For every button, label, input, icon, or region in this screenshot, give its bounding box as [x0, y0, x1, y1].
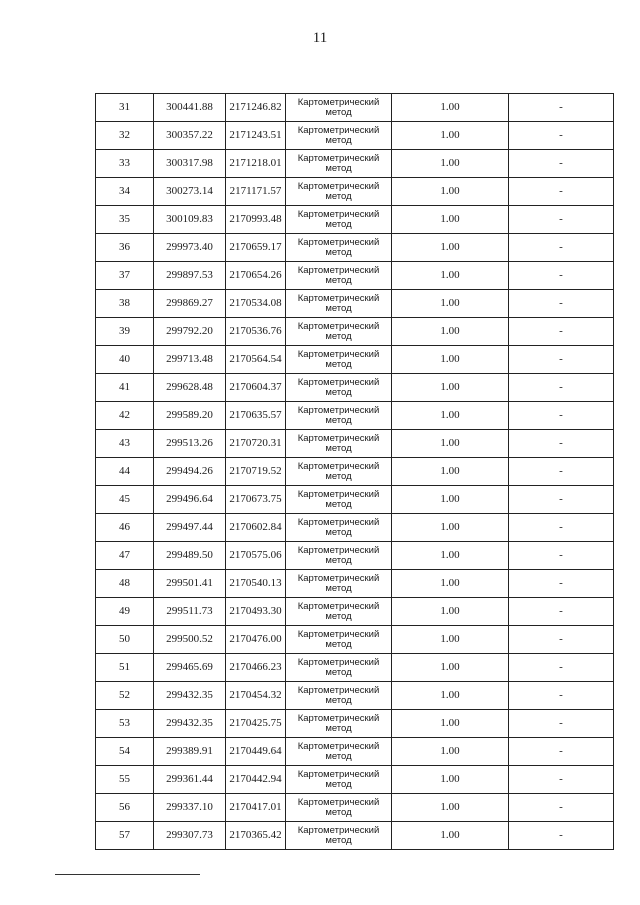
note-cell: - — [509, 346, 614, 374]
point-number-cell: 39 — [96, 318, 154, 346]
note-cell: - — [509, 262, 614, 290]
method-cell: Картометрический метод — [286, 206, 392, 234]
accuracy-cell: 1.00 — [392, 402, 509, 430]
method-cell: Картометрический метод — [286, 290, 392, 318]
method-cell: Картометрический метод — [286, 262, 392, 290]
table-row — [96, 150, 614, 178]
method-cell: Картометрический метод — [286, 402, 392, 430]
x-coordinate-cell: 299501.41 — [154, 570, 226, 598]
x-coordinate-cell: 299361.44 — [154, 766, 226, 794]
table-row — [96, 486, 614, 514]
method-cell: Картометрический метод — [286, 598, 392, 626]
note-cell: - — [509, 794, 614, 822]
note-cell: - — [509, 178, 614, 206]
y-coordinate-cell: 2170720.31 — [226, 430, 286, 458]
y-coordinate-cell: 2170534.08 — [226, 290, 286, 318]
x-coordinate-cell: 299511.73 — [154, 598, 226, 626]
y-coordinate-cell: 2170654.26 — [226, 262, 286, 290]
x-coordinate-cell: 299389.91 — [154, 738, 226, 766]
accuracy-cell: 1.00 — [392, 738, 509, 766]
footnote-divider — [55, 874, 200, 875]
y-coordinate-cell: 2171171.57 — [226, 178, 286, 206]
x-coordinate-cell: 299337.10 — [154, 794, 226, 822]
table-row — [96, 710, 614, 738]
accuracy-cell: 1.00 — [392, 94, 509, 122]
table-row — [96, 626, 614, 654]
x-coordinate-cell: 299432.35 — [154, 710, 226, 738]
accuracy-cell: 1.00 — [392, 458, 509, 486]
x-coordinate-cell: 300273.14 — [154, 178, 226, 206]
y-coordinate-cell: 2170575.06 — [226, 542, 286, 570]
coordinates-table-body — [96, 94, 614, 850]
point-number-cell: 53 — [96, 710, 154, 738]
accuracy-cell: 1.00 — [392, 682, 509, 710]
x-coordinate-cell: 299897.53 — [154, 262, 226, 290]
note-cell: - — [509, 570, 614, 598]
accuracy-cell: 1.00 — [392, 206, 509, 234]
y-coordinate-cell: 2170476.00 — [226, 626, 286, 654]
x-coordinate-cell: 300441.88 — [154, 94, 226, 122]
y-coordinate-cell: 2170673.75 — [226, 486, 286, 514]
coordinates-table — [95, 93, 614, 850]
accuracy-cell: 1.00 — [392, 290, 509, 318]
y-coordinate-cell: 2170466.23 — [226, 654, 286, 682]
y-coordinate-cell: 2170365.42 — [226, 822, 286, 850]
note-cell: - — [509, 766, 614, 794]
point-number-cell: 52 — [96, 682, 154, 710]
method-cell: Картометрический метод — [286, 318, 392, 346]
table-row — [96, 122, 614, 150]
accuracy-cell: 1.00 — [392, 318, 509, 346]
note-cell: - — [509, 318, 614, 346]
point-number-cell: 40 — [96, 346, 154, 374]
note-cell: - — [509, 94, 614, 122]
x-coordinate-cell: 299869.27 — [154, 290, 226, 318]
point-number-cell: 41 — [96, 374, 154, 402]
table-row — [96, 318, 614, 346]
point-number-cell: 55 — [96, 766, 154, 794]
y-coordinate-cell: 2171246.82 — [226, 94, 286, 122]
point-number-cell: 57 — [96, 822, 154, 850]
accuracy-cell: 1.00 — [392, 430, 509, 458]
method-cell: Картометрический метод — [286, 682, 392, 710]
table-row — [96, 654, 614, 682]
accuracy-cell: 1.00 — [392, 486, 509, 514]
x-coordinate-cell: 299792.20 — [154, 318, 226, 346]
y-coordinate-cell: 2170425.75 — [226, 710, 286, 738]
point-number-cell: 54 — [96, 738, 154, 766]
x-coordinate-cell: 300109.83 — [154, 206, 226, 234]
table-row — [96, 430, 614, 458]
y-coordinate-cell: 2171218.01 — [226, 150, 286, 178]
point-number-cell: 36 — [96, 234, 154, 262]
accuracy-cell: 1.00 — [392, 654, 509, 682]
method-cell: Картометрический метод — [286, 766, 392, 794]
point-number-cell: 43 — [96, 430, 154, 458]
method-cell: Картометрический метод — [286, 94, 392, 122]
note-cell: - — [509, 486, 614, 514]
table-row — [96, 178, 614, 206]
note-cell: - — [509, 122, 614, 150]
point-number-cell: 38 — [96, 290, 154, 318]
note-cell: - — [509, 374, 614, 402]
y-coordinate-cell: 2170540.13 — [226, 570, 286, 598]
table-row — [96, 262, 614, 290]
y-coordinate-cell: 2170602.84 — [226, 514, 286, 542]
y-coordinate-cell: 2170536.76 — [226, 318, 286, 346]
x-coordinate-cell: 299628.48 — [154, 374, 226, 402]
x-coordinate-cell: 300317.98 — [154, 150, 226, 178]
x-coordinate-cell: 299432.35 — [154, 682, 226, 710]
y-coordinate-cell: 2170442.94 — [226, 766, 286, 794]
table-row — [96, 402, 614, 430]
x-coordinate-cell: 299589.20 — [154, 402, 226, 430]
x-coordinate-cell: 299465.69 — [154, 654, 226, 682]
accuracy-cell: 1.00 — [392, 710, 509, 738]
table-row — [96, 458, 614, 486]
x-coordinate-cell: 299973.40 — [154, 234, 226, 262]
note-cell: - — [509, 738, 614, 766]
y-coordinate-cell: 2170719.52 — [226, 458, 286, 486]
x-coordinate-cell: 300357.22 — [154, 122, 226, 150]
x-coordinate-cell: 299713.48 — [154, 346, 226, 374]
point-number-cell: 50 — [96, 626, 154, 654]
accuracy-cell: 1.00 — [392, 514, 509, 542]
y-coordinate-cell: 2170659.17 — [226, 234, 286, 262]
point-number-cell: 44 — [96, 458, 154, 486]
point-number-cell: 49 — [96, 598, 154, 626]
table-row — [96, 822, 614, 850]
table-row — [96, 542, 614, 570]
method-cell: Картометрический метод — [286, 430, 392, 458]
y-coordinate-cell: 2170454.32 — [226, 682, 286, 710]
method-cell: Картометрический метод — [286, 122, 392, 150]
method-cell: Картометрический метод — [286, 346, 392, 374]
accuracy-cell: 1.00 — [392, 122, 509, 150]
accuracy-cell: 1.00 — [392, 598, 509, 626]
table-row — [96, 570, 614, 598]
accuracy-cell: 1.00 — [392, 794, 509, 822]
method-cell: Картометрический метод — [286, 794, 392, 822]
y-coordinate-cell: 2170993.48 — [226, 206, 286, 234]
x-coordinate-cell: 299496.64 — [154, 486, 226, 514]
method-cell: Картометрический метод — [286, 234, 392, 262]
y-coordinate-cell: 2171243.51 — [226, 122, 286, 150]
point-number-cell: 45 — [96, 486, 154, 514]
accuracy-cell: 1.00 — [392, 766, 509, 794]
point-number-cell: 31 — [96, 94, 154, 122]
table-row — [96, 94, 614, 122]
point-number-cell: 32 — [96, 122, 154, 150]
note-cell: - — [509, 514, 614, 542]
accuracy-cell: 1.00 — [392, 570, 509, 598]
note-cell: - — [509, 150, 614, 178]
note-cell: - — [509, 290, 614, 318]
x-coordinate-cell: 299497.44 — [154, 514, 226, 542]
method-cell: Картометрический метод — [286, 458, 392, 486]
table-row — [96, 766, 614, 794]
table-row — [96, 598, 614, 626]
table-row — [96, 290, 614, 318]
note-cell: - — [509, 430, 614, 458]
method-cell: Картометрический метод — [286, 570, 392, 598]
point-number-cell: 48 — [96, 570, 154, 598]
point-number-cell: 35 — [96, 206, 154, 234]
table-row — [96, 514, 614, 542]
note-cell: - — [509, 598, 614, 626]
note-cell: - — [509, 710, 614, 738]
note-cell: - — [509, 682, 614, 710]
x-coordinate-cell: 299494.26 — [154, 458, 226, 486]
y-coordinate-cell: 2170635.57 — [226, 402, 286, 430]
x-coordinate-cell: 299500.52 — [154, 626, 226, 654]
x-coordinate-cell: 299307.73 — [154, 822, 226, 850]
accuracy-cell: 1.00 — [392, 234, 509, 262]
table-row — [96, 234, 614, 262]
note-cell: - — [509, 822, 614, 850]
note-cell: - — [509, 206, 614, 234]
table-row — [96, 374, 614, 402]
note-cell: - — [509, 542, 614, 570]
point-number-cell: 47 — [96, 542, 154, 570]
method-cell: Картометрический метод — [286, 738, 392, 766]
point-number-cell: 34 — [96, 178, 154, 206]
table-row — [96, 794, 614, 822]
note-cell: - — [509, 654, 614, 682]
method-cell: Картометрический метод — [286, 514, 392, 542]
accuracy-cell: 1.00 — [392, 262, 509, 290]
method-cell: Картометрический метод — [286, 374, 392, 402]
accuracy-cell: 1.00 — [392, 346, 509, 374]
method-cell: Картометрический метод — [286, 150, 392, 178]
accuracy-cell: 1.00 — [392, 374, 509, 402]
point-number-cell: 37 — [96, 262, 154, 290]
point-number-cell: 42 — [96, 402, 154, 430]
accuracy-cell: 1.00 — [392, 626, 509, 654]
y-coordinate-cell: 2170493.30 — [226, 598, 286, 626]
accuracy-cell: 1.00 — [392, 150, 509, 178]
accuracy-cell: 1.00 — [392, 542, 509, 570]
y-coordinate-cell: 2170449.64 — [226, 738, 286, 766]
table-row — [96, 682, 614, 710]
x-coordinate-cell: 299513.26 — [154, 430, 226, 458]
note-cell: - — [509, 402, 614, 430]
table-row — [96, 206, 614, 234]
note-cell: - — [509, 626, 614, 654]
method-cell: Картометрический метод — [286, 542, 392, 570]
accuracy-cell: 1.00 — [392, 822, 509, 850]
method-cell: Картометрический метод — [286, 178, 392, 206]
table-row — [96, 738, 614, 766]
y-coordinate-cell: 2170604.37 — [226, 374, 286, 402]
method-cell: Картометрический метод — [286, 626, 392, 654]
note-cell: - — [509, 458, 614, 486]
table-row — [96, 346, 614, 374]
method-cell: Картометрический метод — [286, 710, 392, 738]
method-cell: Картометрический метод — [286, 822, 392, 850]
page-number: 11 — [312, 30, 328, 46]
y-coordinate-cell: 2170564.54 — [226, 346, 286, 374]
method-cell: Картометрический метод — [286, 654, 392, 682]
y-coordinate-cell: 2170417.01 — [226, 794, 286, 822]
x-coordinate-cell: 299489.50 — [154, 542, 226, 570]
accuracy-cell: 1.00 — [392, 178, 509, 206]
point-number-cell: 46 — [96, 514, 154, 542]
point-number-cell: 33 — [96, 150, 154, 178]
method-cell: Картометрический метод — [286, 486, 392, 514]
point-number-cell: 56 — [96, 794, 154, 822]
point-number-cell: 51 — [96, 654, 154, 682]
note-cell: - — [509, 234, 614, 262]
